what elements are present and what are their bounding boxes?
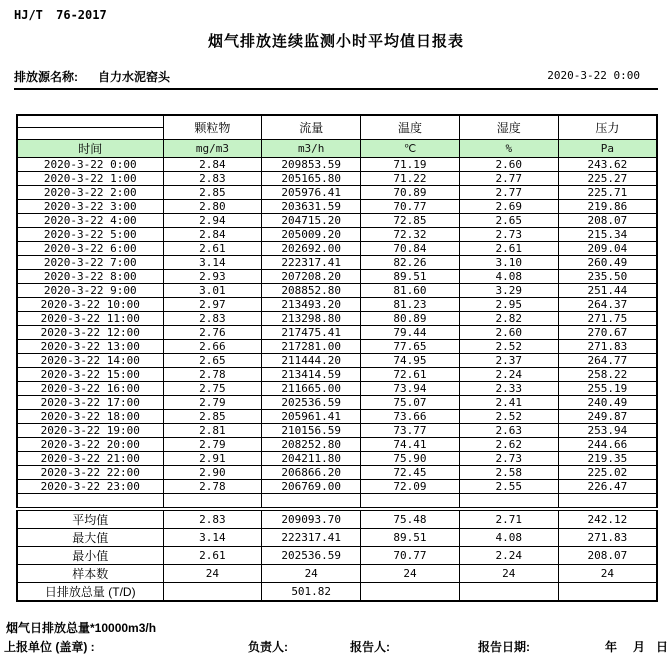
value-cell: 2.95 xyxy=(459,297,558,311)
empty-cell xyxy=(17,493,163,509)
value-cell: 2.97 xyxy=(163,297,262,311)
value-cell: 258.22 xyxy=(558,367,657,381)
value-cell: 71.22 xyxy=(361,171,460,185)
time-cell: 2020-3-22 13:00 xyxy=(17,339,163,353)
value-cell: 2.55 xyxy=(459,479,558,493)
value-cell: 72.45 xyxy=(361,465,460,479)
table-row xyxy=(17,353,657,367)
signature-row xyxy=(0,638,672,654)
year-label: 年 xyxy=(605,640,618,654)
time-cell: 2020-3-22 10:00 xyxy=(17,297,163,311)
value-cell: 208252.80 xyxy=(262,437,361,451)
value-cell: 217281.00 xyxy=(262,339,361,353)
value-cell: 2.85 xyxy=(163,409,262,423)
summary-row xyxy=(17,547,657,565)
value-cell: 75.90 xyxy=(361,451,460,465)
value-cell: 2.81 xyxy=(163,423,262,437)
value-cell: 81.23 xyxy=(361,297,460,311)
time-cell: 2020-3-22 11:00 xyxy=(17,311,163,325)
value-cell: 205009.20 xyxy=(262,227,361,241)
time-cell: 2020-3-22 5:00 xyxy=(17,227,163,241)
value-cell: 215.34 xyxy=(558,227,657,241)
summary-value-cell: 271.83 xyxy=(558,529,657,547)
table-row xyxy=(17,255,657,269)
time-cell: 2020-3-22 23:00 xyxy=(17,479,163,493)
value-cell: 205165.80 xyxy=(262,171,361,185)
value-cell: 2.78 xyxy=(163,367,262,381)
value-cell: 210156.59 xyxy=(262,423,361,437)
header-divider-line xyxy=(14,88,658,90)
header-subrow-top xyxy=(17,115,657,127)
value-cell: 2.69 xyxy=(459,199,558,213)
value-cell: 2.79 xyxy=(163,437,262,451)
responsible-label: 负责人: xyxy=(248,640,288,654)
summary-value-cell xyxy=(361,583,460,602)
summary-value-cell: 222317.41 xyxy=(262,529,361,547)
summary-row xyxy=(17,565,657,583)
summary-body xyxy=(17,509,657,601)
time-cell: 2020-3-22 7:00 xyxy=(17,255,163,269)
value-cell: 271.75 xyxy=(558,311,657,325)
day-label: 日 xyxy=(656,640,669,654)
value-cell: 206769.00 xyxy=(262,479,361,493)
value-cell: 73.94 xyxy=(361,381,460,395)
spacer-row xyxy=(17,493,657,509)
table-row xyxy=(17,269,657,283)
value-cell: 270.67 xyxy=(558,325,657,339)
time-cell: 2020-3-22 20:00 xyxy=(17,437,163,451)
value-cell: 2.85 xyxy=(163,185,262,199)
value-cell: 2.90 xyxy=(163,465,262,479)
standard-number: HJ/T 76-2017 xyxy=(14,8,107,22)
value-cell: 209.04 xyxy=(558,241,657,255)
unit-pressure: Pa xyxy=(558,139,657,157)
value-cell: 75.07 xyxy=(361,395,460,409)
table-row xyxy=(17,479,657,493)
value-cell: 225.27 xyxy=(558,171,657,185)
report-datetime: 2020-3-22 0:00 xyxy=(547,69,640,82)
summary-value-cell: 70.77 xyxy=(361,547,460,565)
value-cell: 3.10 xyxy=(459,255,558,269)
value-cell: 2.82 xyxy=(459,311,558,325)
unit-humidity: % xyxy=(459,139,558,157)
summary-value-cell: 2.71 xyxy=(459,509,558,529)
table-row xyxy=(17,325,657,339)
summary-value-cell: 24 xyxy=(459,565,558,583)
summary-value-cell: 4.08 xyxy=(459,529,558,547)
value-cell: 74.95 xyxy=(361,353,460,367)
value-cell: 213414.59 xyxy=(262,367,361,381)
units-row xyxy=(17,139,657,157)
value-cell: 204715.20 xyxy=(262,213,361,227)
summary-value-cell: 209093.70 xyxy=(262,509,361,529)
month-label: 月 xyxy=(633,640,646,654)
value-cell: 70.77 xyxy=(361,199,460,213)
summary-value-cell: 2.83 xyxy=(163,509,262,529)
time-cell: 2020-3-22 1:00 xyxy=(17,171,163,185)
value-cell: 249.87 xyxy=(558,409,657,423)
summary-value-cell: 89.51 xyxy=(361,529,460,547)
time-cell: 2020-3-22 2:00 xyxy=(17,185,163,199)
summary-value-cell: 24 xyxy=(262,565,361,583)
time-column-header: 时间 xyxy=(17,139,163,157)
unit-temperature: ℃ xyxy=(361,139,460,157)
value-cell: 2.79 xyxy=(163,395,262,409)
value-cell: 72.85 xyxy=(361,213,460,227)
value-cell: 2.77 xyxy=(459,185,558,199)
value-cell: 251.44 xyxy=(558,283,657,297)
value-cell: 2.63 xyxy=(459,423,558,437)
table-row xyxy=(17,423,657,437)
unit-flow: m3/h xyxy=(262,139,361,157)
summary-label: 样本数 xyxy=(17,565,163,583)
time-cell: 2020-3-22 17:00 xyxy=(17,395,163,409)
summary-row xyxy=(17,583,657,602)
value-cell: 2.83 xyxy=(163,311,262,325)
table-row xyxy=(17,241,657,255)
empty-cell xyxy=(17,127,163,139)
table-body xyxy=(17,157,657,493)
summary-value-cell: 2.61 xyxy=(163,547,262,565)
col-header-humidity: 湿度 xyxy=(459,115,558,139)
reporter-label: 报告人: xyxy=(350,640,390,654)
value-cell: 72.32 xyxy=(361,227,460,241)
report-unit-label: 上报单位 (盖章) : xyxy=(4,640,95,654)
value-cell: 225.02 xyxy=(558,465,657,479)
value-cell: 2.65 xyxy=(459,213,558,227)
table-row xyxy=(17,199,657,213)
value-cell: 2.77 xyxy=(459,171,558,185)
table-row xyxy=(17,157,657,171)
value-cell: 253.94 xyxy=(558,423,657,437)
table-row xyxy=(17,395,657,409)
value-cell: 2.94 xyxy=(163,213,262,227)
summary-value-cell: 202536.59 xyxy=(262,547,361,565)
value-cell: 2.61 xyxy=(163,241,262,255)
value-cell: 235.50 xyxy=(558,269,657,283)
col-header-pressure: 压力 xyxy=(558,115,657,139)
value-cell: 208.07 xyxy=(558,213,657,227)
summary-label: 平均值 xyxy=(17,509,163,529)
value-cell: 73.66 xyxy=(361,409,460,423)
value-cell: 205961.41 xyxy=(262,409,361,423)
table-row xyxy=(17,227,657,241)
value-cell: 2.41 xyxy=(459,395,558,409)
time-cell: 2020-3-22 14:00 xyxy=(17,353,163,367)
table-row xyxy=(17,213,657,227)
value-cell: 2.76 xyxy=(163,325,262,339)
empty-cell xyxy=(17,115,163,127)
empty-cell xyxy=(262,493,361,509)
value-cell: 70.89 xyxy=(361,185,460,199)
value-cell: 204211.80 xyxy=(262,451,361,465)
source-name-label: 排放源名称: xyxy=(14,70,78,84)
table-row xyxy=(17,185,657,199)
value-cell: 207208.20 xyxy=(262,269,361,283)
value-cell: 2.58 xyxy=(459,465,558,479)
time-cell: 2020-3-22 6:00 xyxy=(17,241,163,255)
spacer-section xyxy=(17,493,657,509)
value-cell: 240.49 xyxy=(558,395,657,409)
value-cell: 202536.59 xyxy=(262,395,361,409)
value-cell: 243.62 xyxy=(558,157,657,171)
time-cell: 2020-3-22 15:00 xyxy=(17,367,163,381)
value-cell: 226.47 xyxy=(558,479,657,493)
value-cell: 3.01 xyxy=(163,283,262,297)
value-cell: 203631.59 xyxy=(262,199,361,213)
table-row xyxy=(17,171,657,185)
value-cell: 2.52 xyxy=(459,339,558,353)
summary-value-cell xyxy=(558,583,657,602)
value-cell: 82.26 xyxy=(361,255,460,269)
value-cell: 2.61 xyxy=(459,241,558,255)
summary-value-cell: 24 xyxy=(558,565,657,583)
time-cell: 2020-3-22 4:00 xyxy=(17,213,163,227)
value-cell: 73.77 xyxy=(361,423,460,437)
summary-value-cell: 24 xyxy=(163,565,262,583)
summary-value-cell: 2.24 xyxy=(459,547,558,565)
value-cell: 209853.59 xyxy=(262,157,361,171)
value-cell: 80.89 xyxy=(361,311,460,325)
value-cell: 264.37 xyxy=(558,297,657,311)
table-row xyxy=(17,437,657,451)
value-cell: 79.44 xyxy=(361,325,460,339)
table-row xyxy=(17,367,657,381)
time-cell: 2020-3-22 19:00 xyxy=(17,423,163,437)
value-cell: 72.61 xyxy=(361,367,460,381)
col-header-temperature: 温度 xyxy=(361,115,460,139)
time-cell: 2020-3-22 21:00 xyxy=(17,451,163,465)
value-cell: 222317.41 xyxy=(262,255,361,269)
value-cell: 205976.41 xyxy=(262,185,361,199)
value-cell: 70.84 xyxy=(361,241,460,255)
value-cell: 2.24 xyxy=(459,367,558,381)
value-cell: 2.84 xyxy=(163,227,262,241)
col-header-particulate: 颗粒物 xyxy=(163,115,262,139)
value-cell: 2.75 xyxy=(163,381,262,395)
time-cell: 2020-3-22 0:00 xyxy=(17,157,163,171)
value-cell: 225.71 xyxy=(558,185,657,199)
unit-particulate: mg/m3 xyxy=(163,139,262,157)
value-cell: 260.49 xyxy=(558,255,657,269)
table-row xyxy=(17,339,657,353)
value-cell: 2.73 xyxy=(459,451,558,465)
time-cell: 2020-3-22 8:00 xyxy=(17,269,163,283)
summary-row xyxy=(17,529,657,547)
time-cell: 2020-3-22 9:00 xyxy=(17,283,163,297)
value-cell: 2.93 xyxy=(163,269,262,283)
table-header xyxy=(17,115,657,157)
value-cell: 2.60 xyxy=(459,157,558,171)
value-cell: 2.52 xyxy=(459,409,558,423)
value-cell: 74.41 xyxy=(361,437,460,451)
summary-label: 日排放总量 (T/D) xyxy=(17,583,163,602)
table-row xyxy=(17,465,657,479)
value-cell: 77.65 xyxy=(361,339,460,353)
value-cell: 255.19 xyxy=(558,381,657,395)
value-cell: 264.77 xyxy=(558,353,657,367)
table-row xyxy=(17,381,657,395)
value-cell: 2.84 xyxy=(163,157,262,171)
value-cell: 244.66 xyxy=(558,437,657,451)
summary-value-cell: 208.07 xyxy=(558,547,657,565)
report-date-label: 报告日期: xyxy=(478,640,530,654)
value-cell: 2.66 xyxy=(163,339,262,353)
value-cell: 2.78 xyxy=(163,479,262,493)
summary-value-cell: 501.82 xyxy=(262,583,361,602)
value-cell: 211665.00 xyxy=(262,381,361,395)
value-cell: 2.65 xyxy=(163,353,262,367)
time-cell: 2020-3-22 16:00 xyxy=(17,381,163,395)
value-cell: 2.80 xyxy=(163,199,262,213)
value-cell: 3.29 xyxy=(459,283,558,297)
value-cell: 219.86 xyxy=(558,199,657,213)
value-cell: 2.60 xyxy=(459,325,558,339)
value-cell: 71.19 xyxy=(361,157,460,171)
value-cell: 2.83 xyxy=(163,171,262,185)
report-title: 烟气排放连续监测小时平均值日报表 xyxy=(207,33,464,50)
source-name-value: 自力水泥窑头 xyxy=(98,70,171,84)
value-cell: 81.60 xyxy=(361,283,460,297)
summary-value-cell: 242.12 xyxy=(558,509,657,529)
value-cell: 2.37 xyxy=(459,353,558,367)
value-cell: 2.73 xyxy=(459,227,558,241)
value-cell: 271.83 xyxy=(558,339,657,353)
value-cell: 219.35 xyxy=(558,451,657,465)
value-cell: 2.62 xyxy=(459,437,558,451)
col-header-flow: 流量 xyxy=(262,115,361,139)
table-row xyxy=(17,409,657,423)
time-cell: 2020-3-22 3:00 xyxy=(17,199,163,213)
value-cell: 72.09 xyxy=(361,479,460,493)
value-cell: 2.91 xyxy=(163,451,262,465)
table-row xyxy=(17,297,657,311)
summary-value-cell: 3.14 xyxy=(163,529,262,547)
value-cell: 4.08 xyxy=(459,269,558,283)
summary-label: 最小值 xyxy=(17,547,163,565)
summary-value-cell: 75.48 xyxy=(361,509,460,529)
table-row xyxy=(17,451,657,465)
empty-cell xyxy=(558,493,657,509)
value-cell: 89.51 xyxy=(361,269,460,283)
monitoring-table xyxy=(16,114,658,602)
value-cell: 213298.80 xyxy=(262,311,361,325)
value-cell: 206866.20 xyxy=(262,465,361,479)
total-emission-footnote: 烟气日排放总量*10000m3/h xyxy=(6,621,157,635)
value-cell: 213493.20 xyxy=(262,297,361,311)
summary-value-cell xyxy=(163,583,262,602)
table-row xyxy=(17,311,657,325)
table-row xyxy=(17,283,657,297)
value-cell: 2.33 xyxy=(459,381,558,395)
value-cell: 217475.41 xyxy=(262,325,361,339)
summary-label: 最大值 xyxy=(17,529,163,547)
empty-cell xyxy=(459,493,558,509)
value-cell: 211444.20 xyxy=(262,353,361,367)
time-cell: 2020-3-22 12:00 xyxy=(17,325,163,339)
time-cell: 2020-3-22 22:00 xyxy=(17,465,163,479)
value-cell: 208852.80 xyxy=(262,283,361,297)
empty-cell xyxy=(163,493,262,509)
summary-value-cell: 24 xyxy=(361,565,460,583)
time-cell: 2020-3-22 18:00 xyxy=(17,409,163,423)
summary-value-cell xyxy=(459,583,558,602)
value-cell: 202692.00 xyxy=(262,241,361,255)
source-row xyxy=(14,68,658,84)
summary-row xyxy=(17,509,657,529)
empty-cell xyxy=(361,493,460,509)
value-cell: 3.14 xyxy=(163,255,262,269)
